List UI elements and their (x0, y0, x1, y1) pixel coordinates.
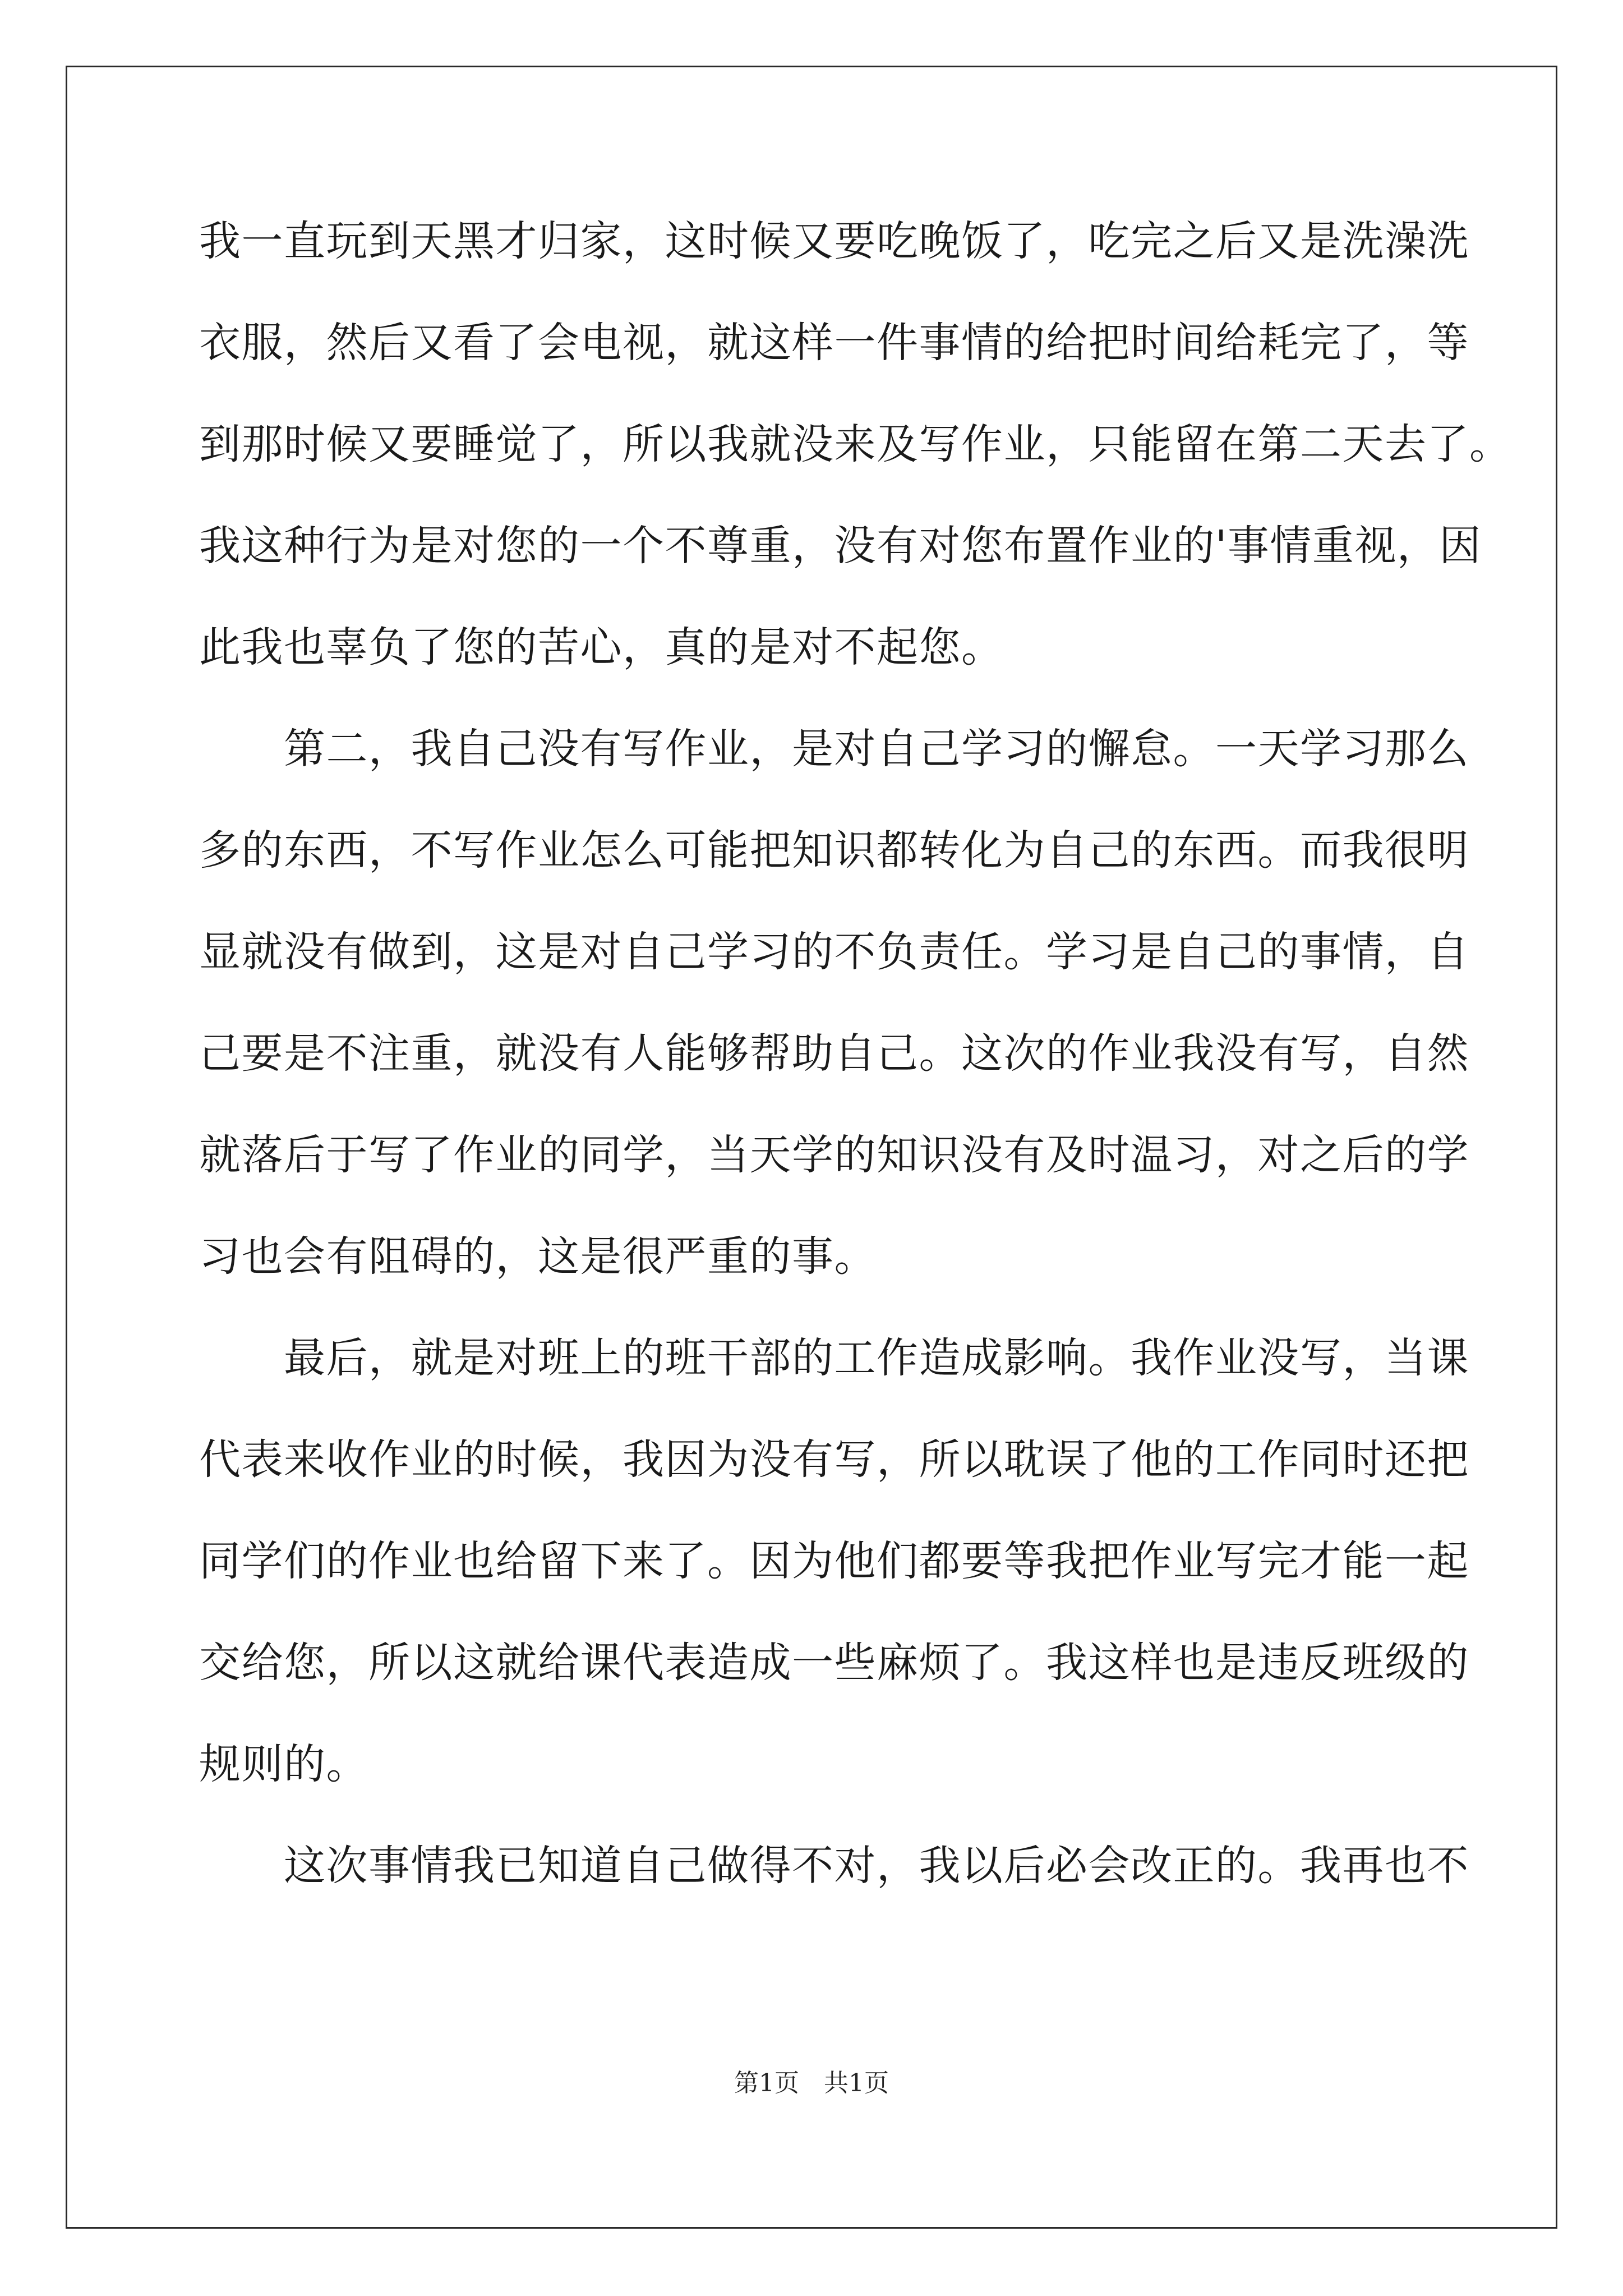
page-number-footer: 第1页 共1页 (734, 2069, 889, 2097)
text-line: 最后，就是对班上的班干部的工作造成影响。我作业没写，当课 (199, 1334, 1469, 1382)
text-line: 规则的。 (199, 1740, 368, 1788)
text-line: 同学们的作业也给留下来了。因为他们都要等我把作业写完才能一起 (199, 1537, 1469, 1585)
text-line: 习也会有阻碍的，这是很严重的事。 (199, 1232, 877, 1281)
text-line: 多的东西，不写作业怎么可能把知识都转化为自己的东西。而我很明 (199, 826, 1469, 875)
text-line: 就落后于写了作业的同学，当天学的知识没有及时温习，对之后的学 (199, 1131, 1469, 1179)
text-line: 此我也辜负了您的苦心，真的是对不起您。 (199, 623, 1004, 671)
text-line: 第二，我自己没有写作业，是对自己学习的懈怠。一天学习那么 (199, 725, 1469, 773)
text-line: 这次事情我已知道自己做得不对，我以后必会改正的。我再也不 (199, 1842, 1469, 1890)
text-line: 衣服，然后又看了会电视，就这样一件事情的给把时间给耗完了，等 (199, 319, 1469, 367)
text-line: 我这种行为是对您的一个不尊重，没有对您布置作业的'事情重视，因 (199, 522, 1482, 570)
text-line: 己要是不注重，就没有人能够帮助自己。这次的作业我没有写，自然 (199, 1029, 1469, 1078)
text-line: 交给您，所以这就给课代表造成一些麻烦了。我这样也是违反班级的 (199, 1639, 1469, 1687)
text-line: 我一直玩到天黑才归家，这时候又要吃晚饭了，吃完之后又是洗澡洗 (199, 217, 1469, 265)
document-body (199, 191, 1512, 1917)
text-line: 代表来收作业的时候，我因为没有写，所以耽误了他的工作同时还把 (199, 1435, 1469, 1484)
text-line: 到那时候又要睡觉了，所以我就没来及写作业，只能留在第二天去了。 (199, 420, 1512, 468)
text-line: 显就没有做到，这是对自己学习的不负责任。学习是自己的事情，自 (199, 928, 1469, 976)
